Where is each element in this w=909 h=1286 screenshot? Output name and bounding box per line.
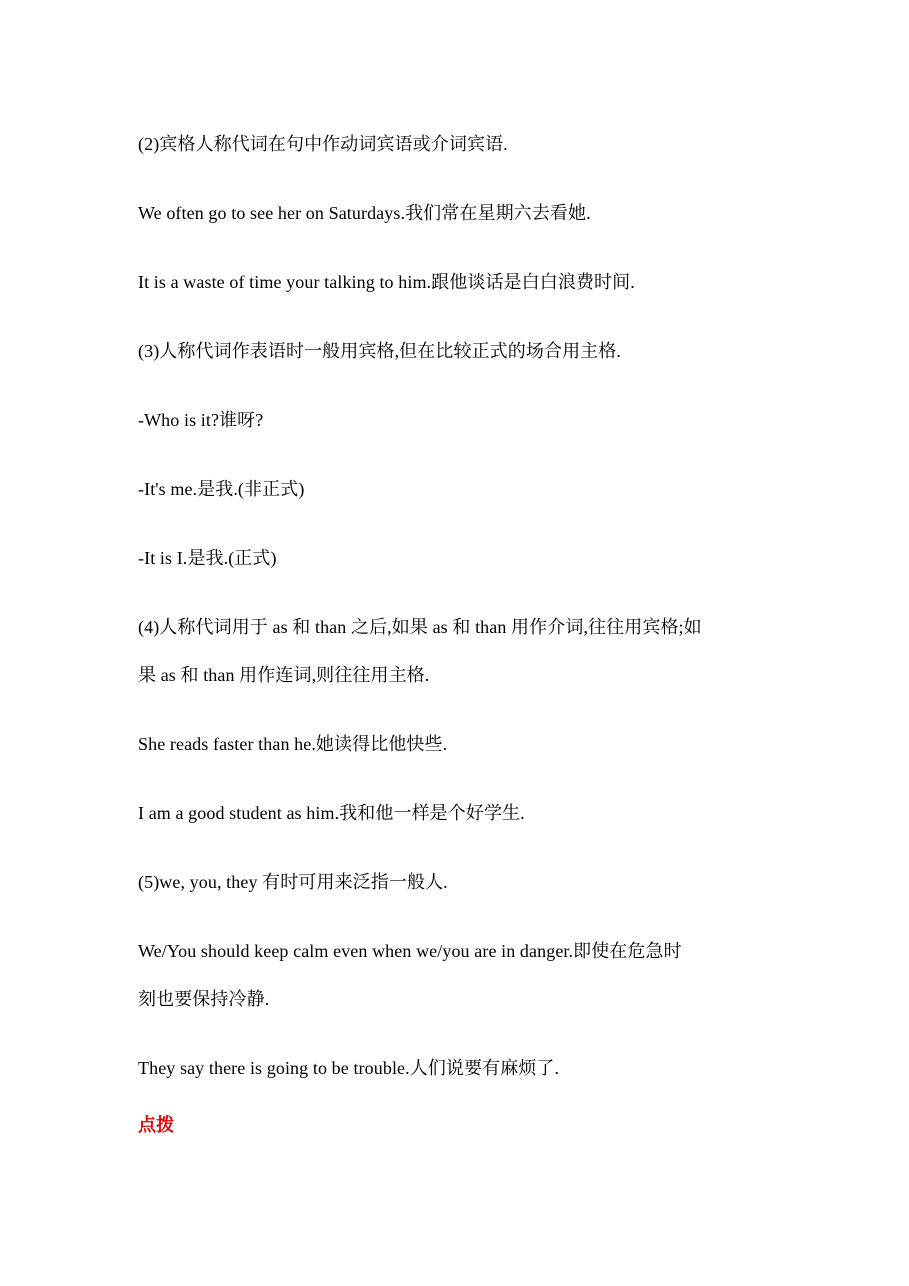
paragraph-3-predicative-rule: (3)人称代词作表语时一般用宾格,但在比较正式的场合用主格. <box>138 341 621 361</box>
paragraph-4-as-than-rule-line2: 果 as 和 than 用作连词,则往往用主格. <box>138 665 430 685</box>
paragraph-5-generic-pronouns: (5)we, you, they 有时可用来泛指一般人. <box>138 872 448 892</box>
section-heading: 点拨 <box>138 1115 175 1136</box>
example-keep-calm-line2: 刻也要保持冷静. <box>138 989 270 1009</box>
paragraph-4-as-than-rule-line1: (4)人称代词用于 as 和 than 之后,如果 as 和 than 用作介词,往往用宾格;如 <box>138 617 702 637</box>
example-trouble: They say there is going to be trouble.人们说要有麻烦了. <box>138 1058 560 1078</box>
example-keep-calm-line1: We/You should keep calm even when we/you are in danger.即使在危急时 <box>138 941 682 961</box>
example-waste-of-time: It is a waste of time your talking to him.跟他谈话是白白浪费时间. <box>138 272 635 292</box>
paragraph-2-object-pronoun-rule: (2)宾格人称代词在句中作动词宾语或介词宾语. <box>138 134 508 154</box>
example-its-me: -It's me.是我.(非正式) <box>138 479 305 499</box>
example-saturdays: We often go to see her on Saturdays.我们常在星期六去看她. <box>138 203 591 223</box>
example-it-is-i: -It is I.是我.(正式) <box>138 548 277 568</box>
example-who-is-it: -Who is it?谁呀? <box>138 410 264 430</box>
example-good-student: I am a good student as him.我和他一样是个好学生. <box>138 803 525 823</box>
example-reads-faster: She reads faster than he.她读得比他快些. <box>138 734 448 754</box>
